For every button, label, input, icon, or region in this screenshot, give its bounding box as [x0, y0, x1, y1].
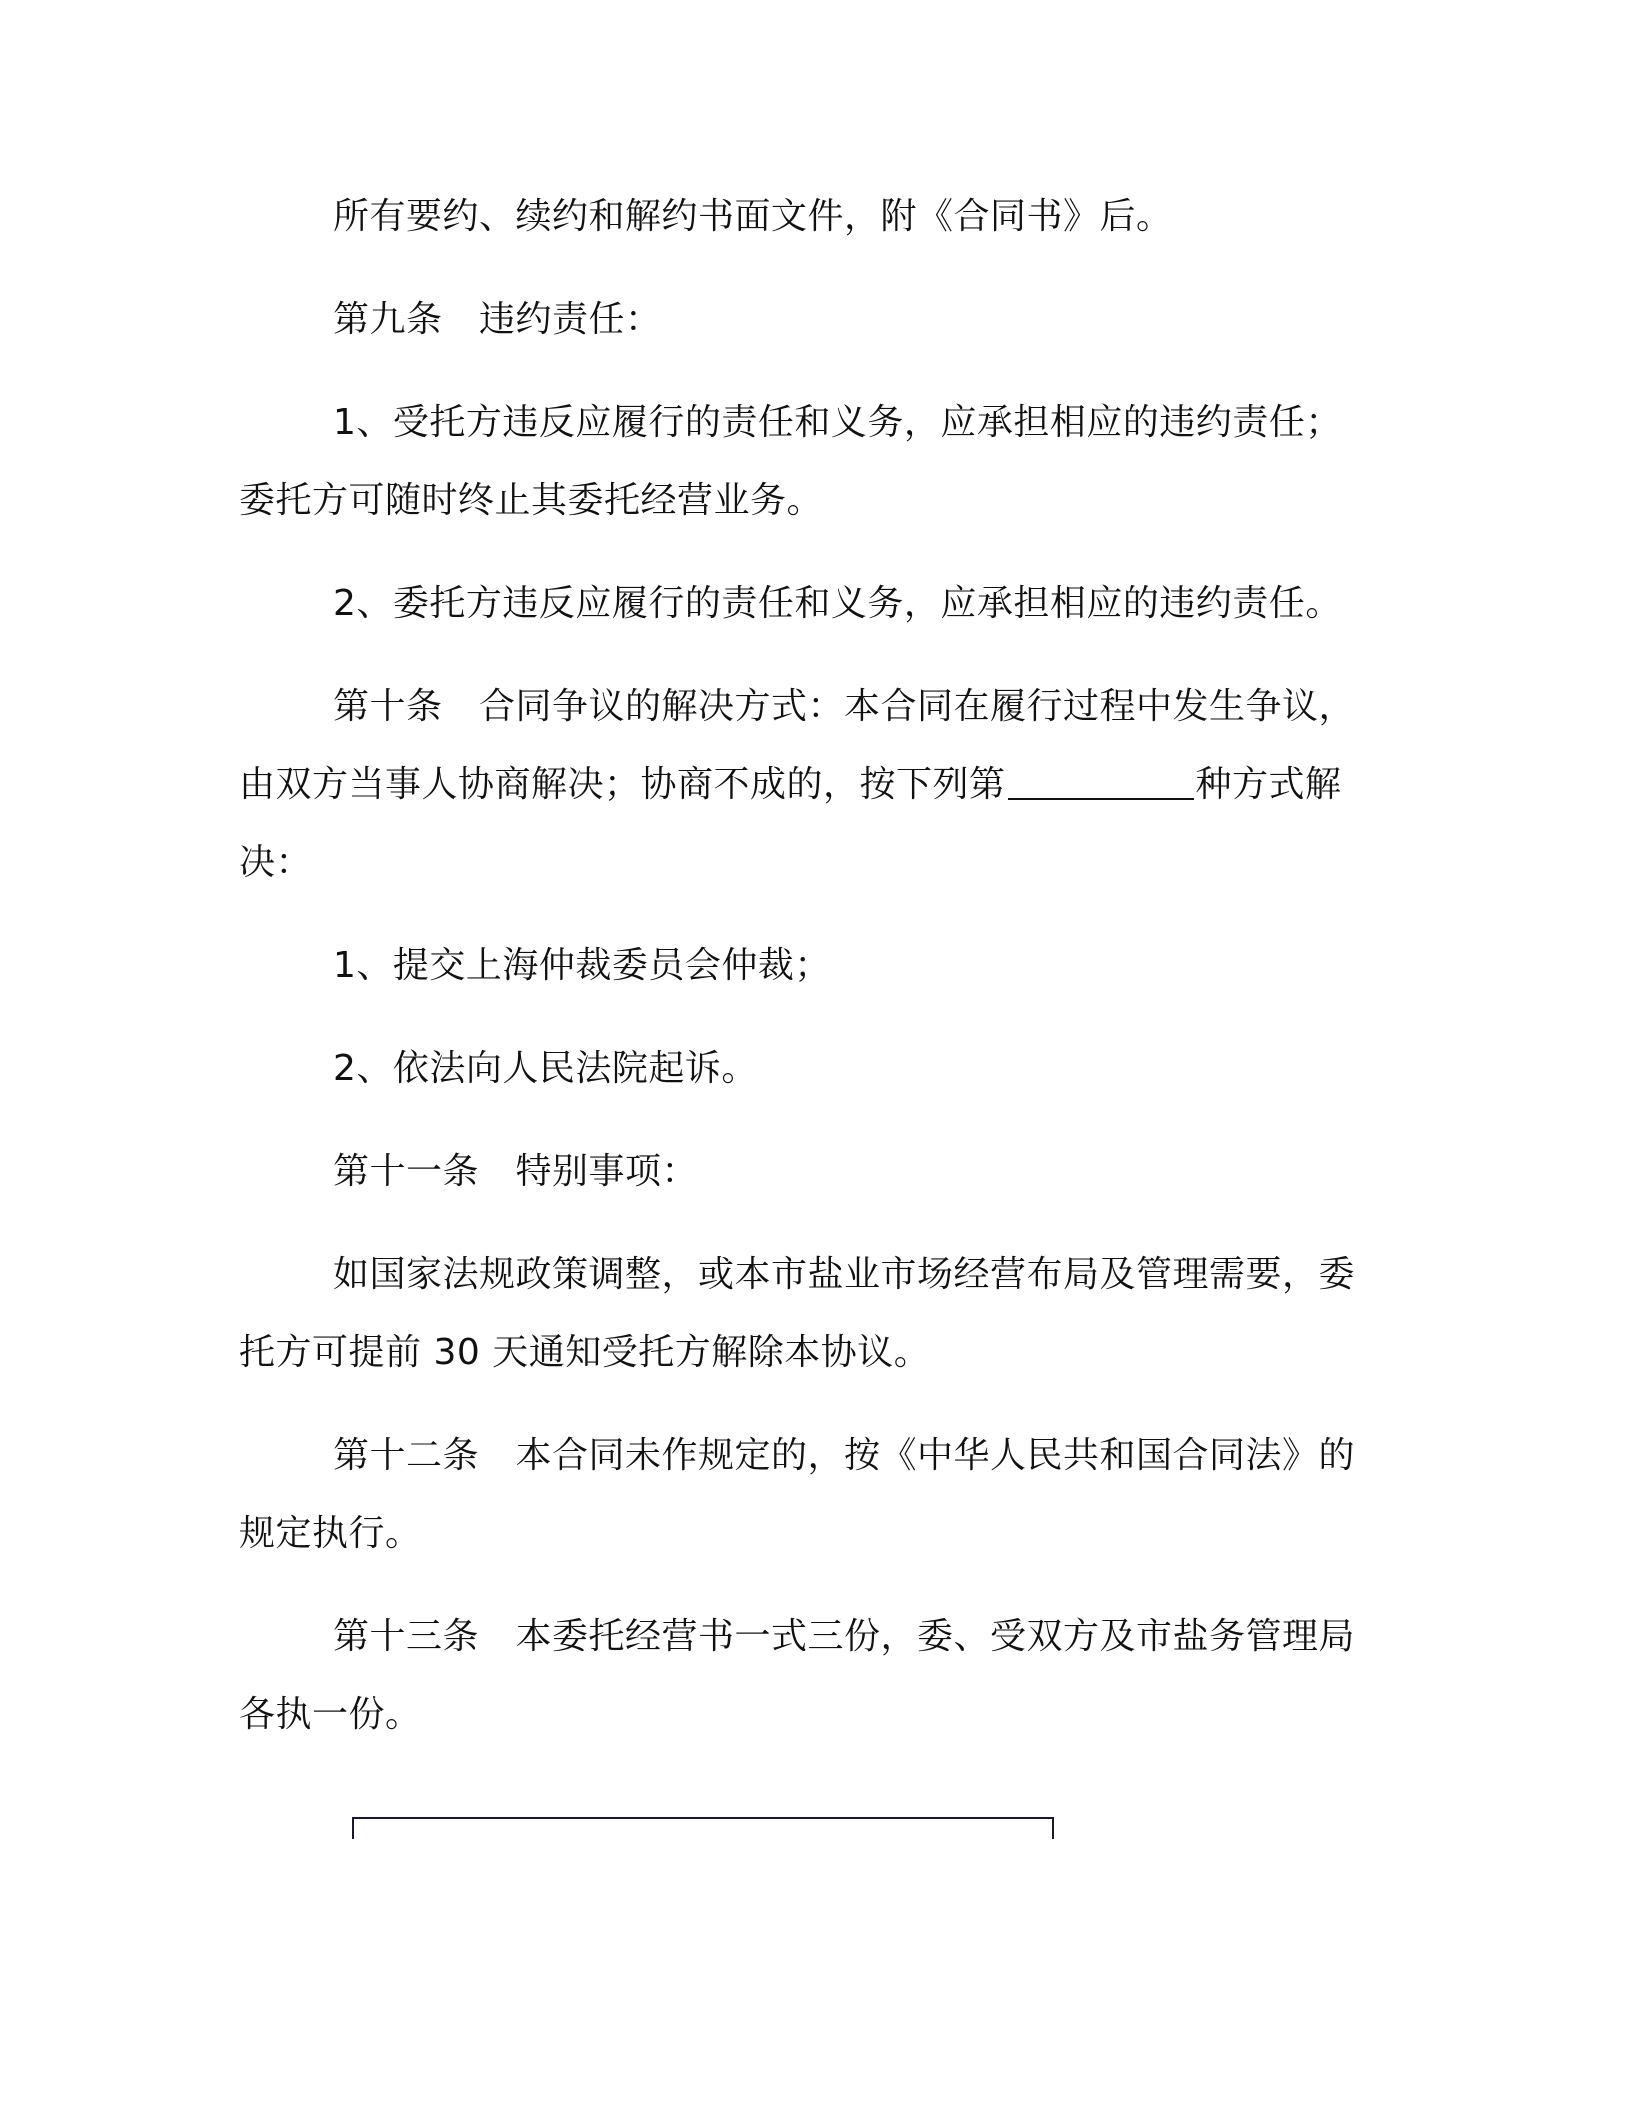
article-10-line-2-before: 由双方当事人协商解决；协商不成的，按下列第: [239, 764, 1006, 805]
article-9-heading: 第九条 违约责任：: [333, 299, 662, 340]
article-12-line-2: 规定执行。: [239, 1513, 422, 1554]
article-10-line-2-after: 种方式解: [1195, 764, 1342, 805]
article-10-option-2: 2、依法向人民法院起诉。: [333, 1048, 758, 1089]
signature-box-edge: [352, 1817, 1054, 1839]
article-10-line-3: 决：: [239, 842, 313, 883]
article-11-heading: 第十一条 特别事项：: [333, 1151, 699, 1192]
article-9-item-1-line-2: 委托方可随时终止其委托经营业务。: [239, 480, 824, 521]
article-13-line-2: 各执一份。: [239, 1694, 422, 1735]
fill-in-blank[interactable]: [1008, 798, 1194, 800]
article-11-line-1: 如国家法规政策调整，或本市盐业市场经营布局及管理需要，委: [333, 1254, 1356, 1295]
paragraph-attachments: 所有要约、续约和解约书面文件，附《合同书》后。: [333, 196, 1173, 237]
article-10-line-1: 第十条 合同争议的解决方式：本合同在履行过程中发生争议，: [333, 686, 1356, 727]
article-12-line-1: 第十二条 本合同未作规定的，按《中华人民共和国合同法》的: [333, 1435, 1356, 1476]
article-11-line-2: 托方可提前 30 天通知受托方解除本协议。: [239, 1332, 931, 1373]
article-9-item-2: 2、委托方违反应履行的责任和义务，应承担相应的违约责任。: [333, 583, 1342, 624]
article-10-option-1: 1、提交上海仲裁委员会仲裁；: [333, 945, 831, 986]
article-9-item-1-line-1: 1、受托方违反应履行的责任和义务，应承担相应的违约责任；: [333, 402, 1342, 443]
article-10-line-2: [239, 746, 1342, 824]
article-13-line-1: 第十三条 本委托经营书一式三份，委、受双方及市盐务管理局: [333, 1616, 1356, 1657]
